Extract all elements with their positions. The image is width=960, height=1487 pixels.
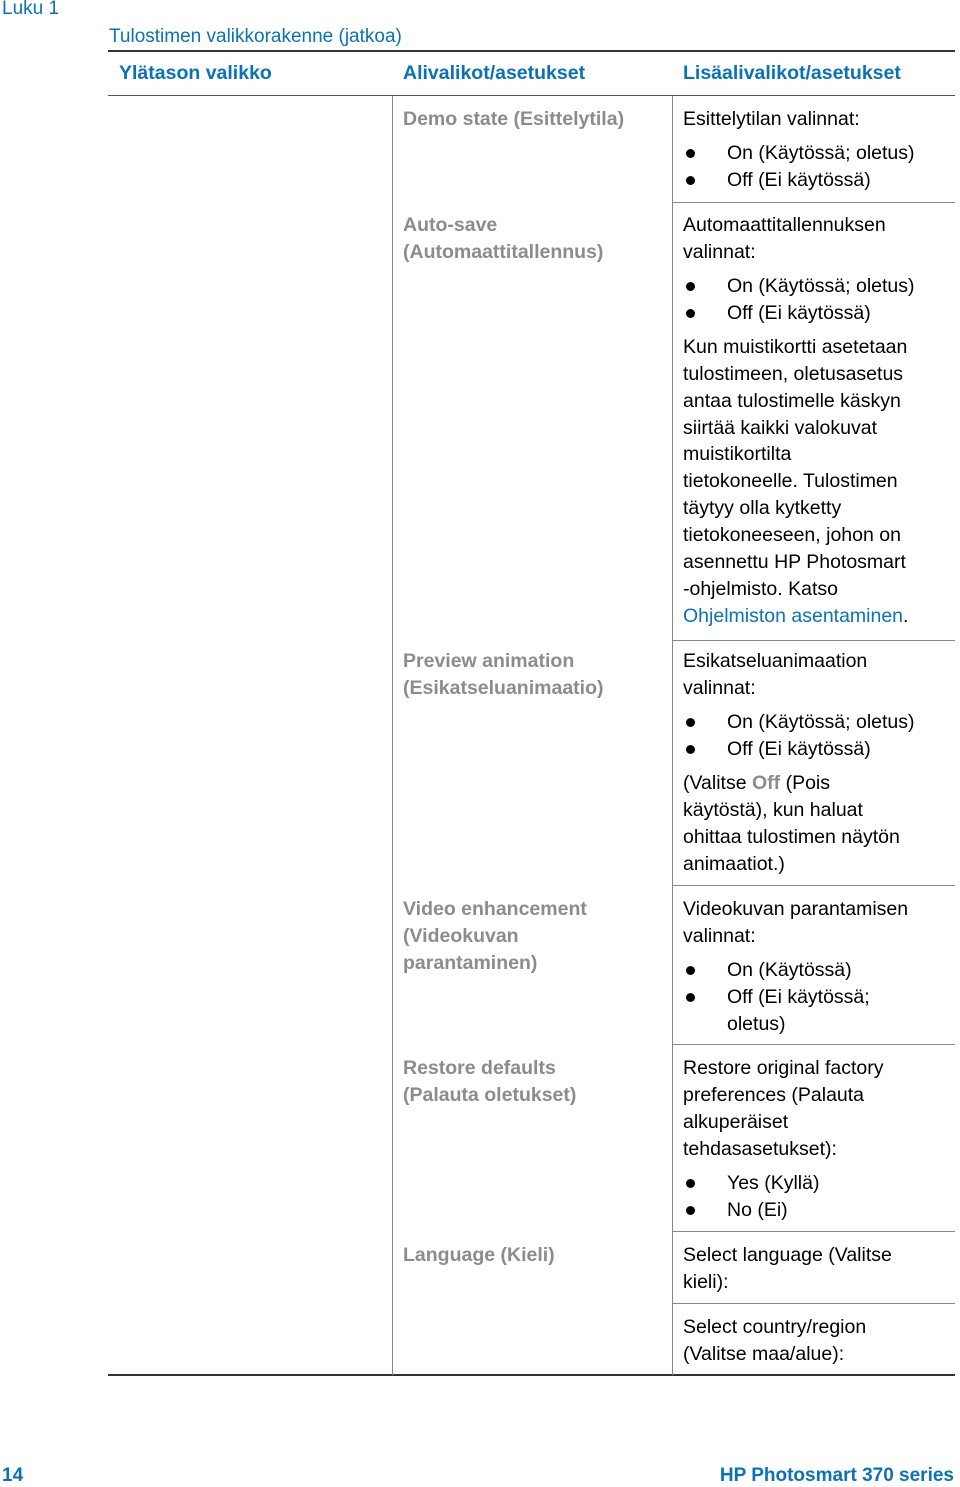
- preview-animation-note: animaatiot.): [683, 853, 785, 875]
- bullet-icon: [686, 993, 695, 1002]
- product-name: HP Photosmart 370 series: [719, 1465, 954, 1486]
- page-number: 14: [2, 1465, 24, 1486]
- preview-animation-intro: Esikatseluanimaation: [683, 650, 868, 672]
- bullet-icon: [686, 1206, 695, 1215]
- submenu-preview-animation-translation: (Esikatseluanimaatio): [403, 677, 604, 699]
- submenu-restore-defaults-translation: (Palauta oletukset): [403, 1084, 577, 1106]
- table-caption: Tulostimen valikkorakenne (jatkoa): [109, 26, 402, 47]
- auto-save-description: täytyy olla kytketty: [683, 497, 842, 519]
- auto-save-description: muistikortilta: [683, 443, 792, 465]
- option-item: No (Ei): [727, 1199, 788, 1221]
- submenu-video-enhancement: Video enhancement: [403, 898, 587, 920]
- video-enhancement-intro: Videokuvan parantamisen: [683, 898, 909, 920]
- submenu-auto-save: Auto-save: [403, 214, 498, 236]
- column-header-submenu: Alivalikot/asetukset: [403, 62, 586, 84]
- bullet-icon: [686, 966, 695, 975]
- option-item: On (Käytössä): [727, 959, 852, 981]
- option-item: On (Käytössä; oletus): [727, 711, 915, 733]
- note-text: (Valitse: [683, 772, 752, 794]
- row-rule: [673, 640, 955, 641]
- chapter-label: Luku 1: [2, 0, 60, 19]
- row-rule: [673, 202, 955, 203]
- column-header-extra-submenu: Lisäalivalikot/asetukset: [683, 62, 901, 84]
- link-trailing-period: .: [903, 605, 909, 627]
- option-item: Off (Ei käytössä;: [727, 986, 870, 1008]
- column-divider: [392, 96, 393, 1375]
- preview-animation-note: käytöstä), kun haluat: [683, 799, 863, 821]
- bullet-icon: [686, 718, 695, 727]
- column-header-top-menu: Ylätason valikko: [119, 62, 272, 84]
- auto-save-description: tulostimeen, oletusasetus: [683, 363, 904, 385]
- menu-structure-table: [108, 50, 955, 1377]
- restore-defaults-intro: preferences (Palauta: [683, 1084, 865, 1106]
- submenu-demo-state: Demo state (Esittelytila): [403, 108, 625, 130]
- bullet-icon: [686, 282, 695, 291]
- option-item-continuation: oletus): [727, 1013, 786, 1035]
- bullet-icon: [686, 309, 695, 318]
- restore-defaults-intro: tehdasasetukset):: [683, 1138, 837, 1160]
- bullet-icon: [686, 149, 695, 158]
- submenu-video-enhancement-translation: parantaminen): [403, 952, 538, 974]
- auto-save-intro: valinnat:: [683, 241, 756, 263]
- submenu-auto-save-translation: (Automaattitallennus): [403, 241, 604, 263]
- table-top-rule: [108, 50, 955, 52]
- preview-animation-note: [683, 770, 830, 797]
- option-item: Off (Ei käytössä): [727, 738, 871, 760]
- auto-save-description: Kun muistikortti asetetaan: [683, 336, 908, 358]
- auto-save-description: antaa tulostimelle käskyn: [683, 390, 901, 412]
- software-install-link-line: [683, 603, 908, 630]
- select-country-region: (Valitse maa/alue):: [683, 1343, 845, 1365]
- bullet-icon: [686, 745, 695, 754]
- bullet-icon: [686, 1179, 695, 1188]
- select-language: Select language (Valitse: [683, 1244, 892, 1266]
- note-text: (Pois: [780, 772, 831, 794]
- auto-save-description: tietokoneeseen, johon on: [683, 524, 901, 546]
- preview-animation-intro: valinnat:: [683, 677, 756, 699]
- auto-save-description: siirtää kaikki valokuvat: [683, 417, 877, 439]
- preview-animation-note: ohittaa tulostimen näytön: [683, 826, 900, 848]
- off-option-name: Off: [752, 772, 781, 794]
- submenu-video-enhancement-translation: (Videokuvan: [403, 925, 519, 947]
- option-item: On (Käytössä; oletus): [727, 275, 915, 297]
- bullet-icon: [686, 176, 695, 185]
- submenu-language: Language (Kieli): [403, 1244, 555, 1266]
- table-bottom-rule: [108, 1374, 955, 1376]
- submenu-restore-defaults: Restore defaults: [403, 1057, 556, 1079]
- select-language: kieli):: [683, 1271, 729, 1293]
- restore-defaults-intro: Restore original factory: [683, 1057, 884, 1079]
- option-item: Off (Ei käytössä): [727, 302, 871, 324]
- row-rule: [673, 1231, 955, 1232]
- auto-save-intro: Automaattitallennuksen: [683, 214, 886, 236]
- row-rule: [673, 885, 955, 886]
- auto-save-description: tietokoneelle. Tulostimen: [683, 470, 898, 492]
- option-item: Yes (Kyllä): [727, 1172, 820, 1194]
- video-enhancement-intro: valinnat:: [683, 925, 756, 947]
- restore-defaults-intro: alkuperäiset: [683, 1111, 789, 1133]
- select-country-region: Select country/region: [683, 1316, 867, 1338]
- demo-state-intro: Esittelytilan valinnat:: [683, 108, 860, 130]
- column-divider: [672, 96, 673, 1375]
- auto-save-description: -ohjelmisto. Katso: [683, 578, 838, 600]
- auto-save-description: asennettu HP Photosmart: [683, 551, 906, 573]
- option-item: Off (Ei käytössä): [727, 169, 871, 191]
- header-rule: [108, 95, 955, 96]
- row-rule: [673, 1044, 955, 1045]
- row-rule: [673, 1303, 955, 1304]
- software-install-link[interactable]: Ohjelmiston asentaminen: [683, 605, 904, 627]
- submenu-preview-animation: Preview animation: [403, 650, 575, 672]
- option-item: On (Käytössä; oletus): [727, 142, 915, 164]
